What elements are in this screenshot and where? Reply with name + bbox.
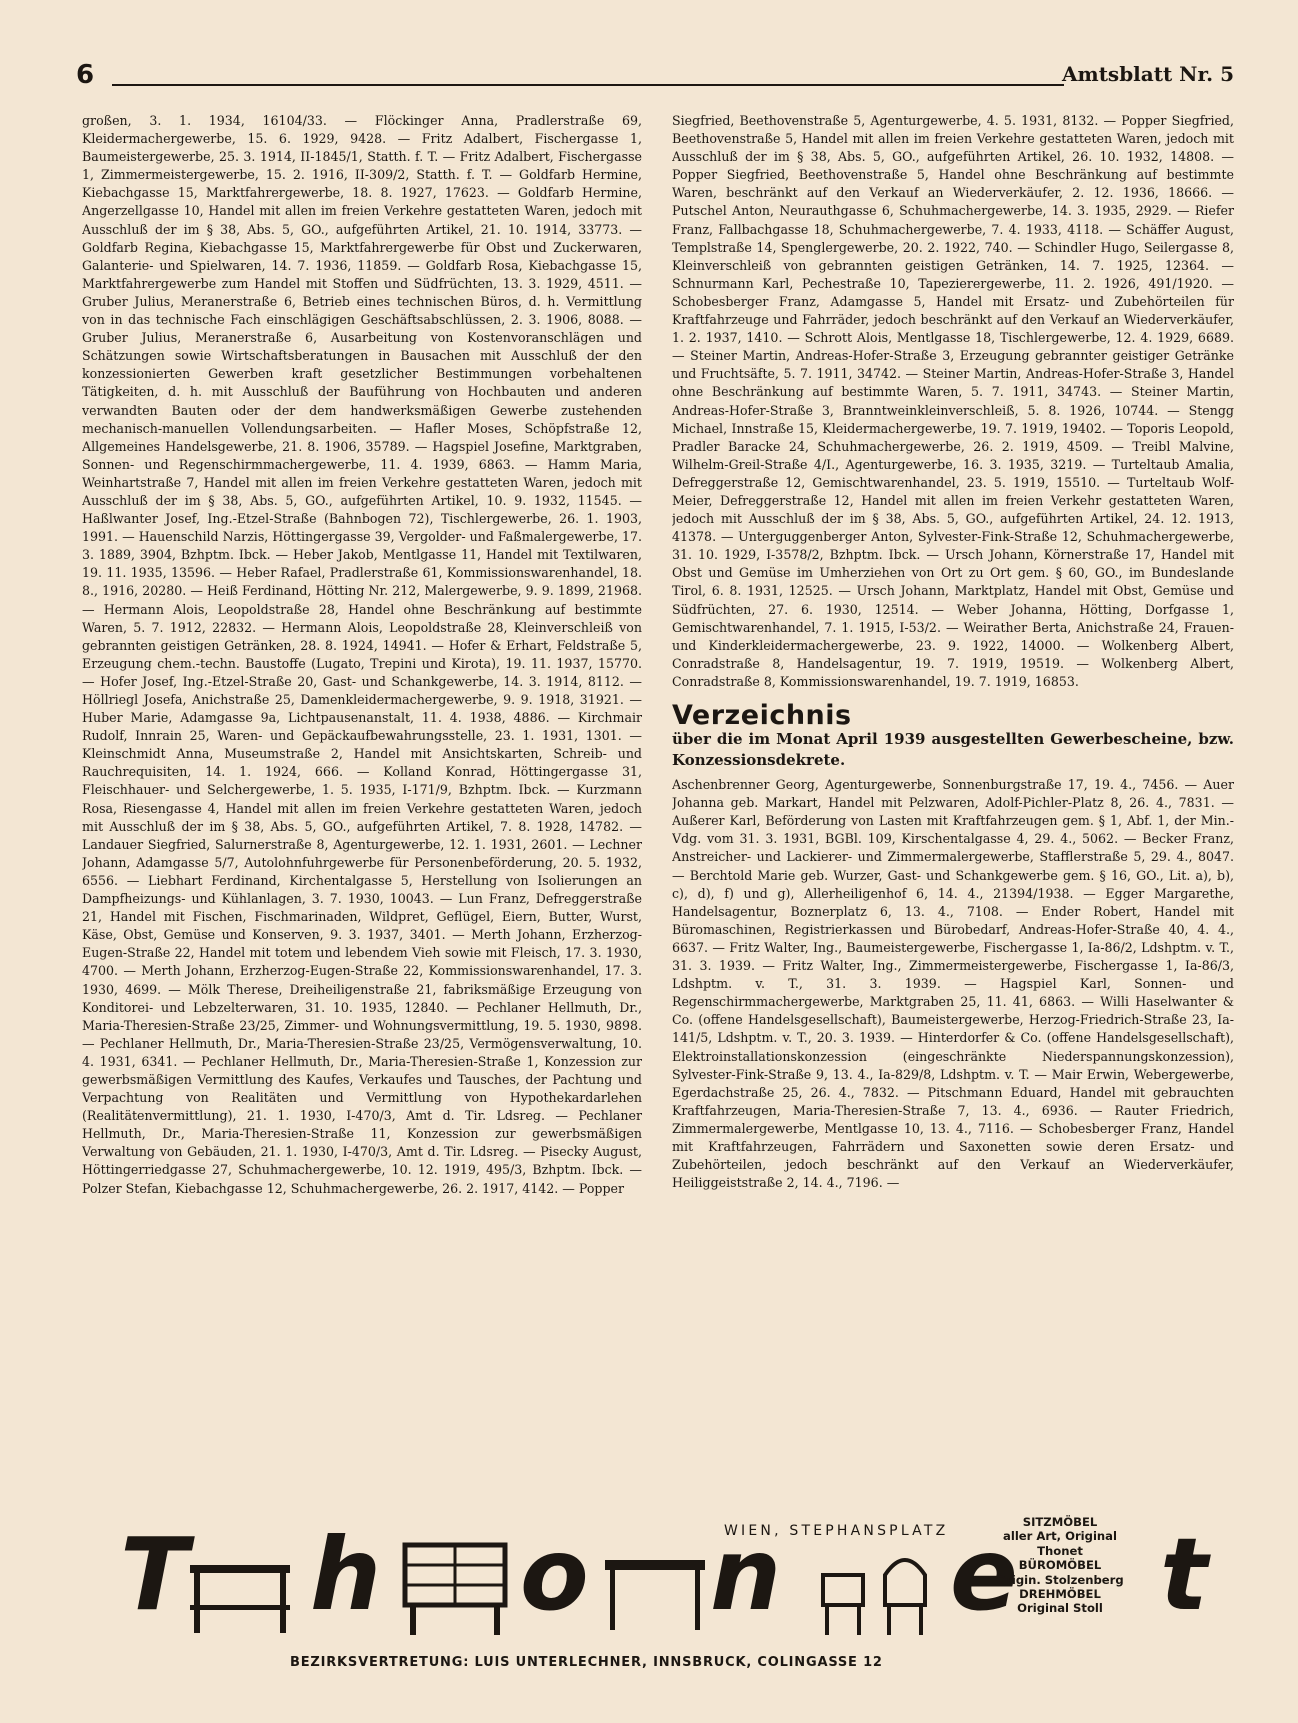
section-title: Verzeichnis bbox=[672, 700, 852, 731]
page-header bbox=[76, 60, 1234, 100]
ad-letter-4: n bbox=[710, 1516, 782, 1633]
left-column bbox=[82, 112, 642, 1512]
header-rule bbox=[112, 84, 1064, 86]
section-body: Aschenbrenner Georg, Agenturgewerbe, Sonnenburgstraße 17, 19. 4., 7456. — Auer Johanna geb. Markart, Handel mit Pelzwaren, Adolf-Pichler-Platz 8, 26. 4., 7831. — Außerer Karl, Beförderung von Lasten mit Kraftfahrzeugen gem. § 1, Abf. 1, der Min.-Vdg. vom 31. 3. 1931, BGBl. 109, Kirschentalgasse 4, 29. 4., 5062. — Becker Franz, Anstreicher- und Lackierer- und Zimmermalergewerbe, Stafflerstraße 5, 29. 4., 8047. — Berchtold Marie geb. Wurzer, Gast- und Schankgewerbe gem. § 16, GO., Lit. a), b), c), d), f) und g), Allerheiligenhof 6, 14. 4., 21394/1938. — Egger Margarethe, Handelsagentur, Boznerplatz 6, 13. 4., 7108. — Ender Robert, Handel mit Büromaschinen, Registrierkassen und Bürobedarf, Andreas-Hofer-Straße 40, 4. 4., 6637. — Fritz Walter, Ing., Baumeistergewerbe, Fischergasse 1, Ia-86/2, Ldshptm. v. T., 31. 3. 1939. — Fritz Walter, Ing., Zimmermeistergewerbe, Fischergasse 1, Ia-86/3, Ldshptm. v. T., 31. 3. 1939. — Hagspiel Karl, Sonnen- und Regenschirmmachergewerbe, Marktgraben 25, 11. 41, 6863. — Willi Haselwanter & Co. (offene Handelsgesellschaft), Baumeistergewerbe, Herzog-Friedrich-Straße 23, Ia-141/5, Ldshptm. v. T., 20. 3. 1939. — Hinterdorfer & Co. (offene Handelsgesellschaft), Elektroinstallationskonzession (eingeschränkte Niederspannungskonzession), Sylvester-Fink-Straße 9, 13. 4., Ia-829/8, Ldshptm. v. T. — Mair Erwin, Webergewerbe, Egerdachstraße 25, 26. 4., 7832. — Pitschmann Eduard, Handel mit gebrauchten Kraftfahrzeugen, Maria-Theresien-Straße 7, 13. 4., 6936. — Rauter Friedrich, Zimmermalergewerbe, Mentlgasse 10, 13. 4., 7116. — Schobesberger Franz, Handel mit Kraftfahrzeugen, Fahrrädern und Saxonetten sowie deren Ersatz- und Zubehörteilen, jedoch beschränkt auf den Verkauf an Wiederverkäufer, Heiliggeiststraße 2, 14. 4., 7196. — bbox=[672, 777, 1234, 1191]
desk-illustration bbox=[400, 1535, 510, 1645]
table-illustration bbox=[600, 1540, 710, 1640]
left-column-text: großen, 3. 1. 1934, 16104/33. — Flöckinger Anna, Pradlerstraße 69, Kleidermachergewerbe, 15. 6. 1929, 9428. — Fritz Adalbert, Fischergasse 1, Baumeistergewerbe, 25. 3. 1914, II-1845/1, Statth. f. T. — Fritz Adalbert, Fischergasse 1, Zimmermeistergewerbe, 15. 2. 1916, II-309/2, Statth. f. T. — Goldfarb Hermine, Kiebachgasse 15, Marktfahrergewerbe, 18. 8. 1927, 17623. — Goldfarb Hermine, Angerzellgasse 10, Handel mit allen im freien Verkehre gestatteten Waren, jedoch mit Ausschluß der im § 38, Abs. 5, GO., aufgeführten Artikel, 21. 10. 1914, 33773. — Goldfarb Regina, Kiebachgasse 15, Marktfahrergewerbe für Obst und Zuckerwaren, Galanterie- und Spielwaren, 14. 7. 1936, 11859. — Goldfarb Rosa, Kiebachgasse 15, Marktfahrergewerbe zum Handel mit Stoffen und Südfrüchten, 13. 3. 1929, 4511. — Gruber Julius, Meranerstraße 6, Betrieb eines technischen Büros, d. h. Vermittlung von in das technische Fach einschlägigen Geschäftsabschlüssen, 2. 3. 1906, 8088. — Gruber Julius, Meranerstraße 6, Ausarbeitung von Kostenvoranschlägen und Schätzungen sowie Wirtschaftsberatungen in Bausachen mit Ausschluß der den konzessionierten Gewerben kraft gesetzlicher Bestimmungen vorbehaltenen Tätigkeiten, d. h. mit Ausschluß der Bauführung von Hochbauten und anderen verwandten Bauten oder der dem handwerksmäßigen Gewerbe zustehenden mechanisch-manuellen Vollendungsarbeiten. — Hafler Moses, Schöpfstraße 12, Allgemeines Handelsgewerbe, 21. 8. 1906, 35789. — Hagspiel Josefine, Marktgraben, Sonnen- und Regenschirmmachergewerbe, 11. 4. 1939, 6863. — Hamm Maria, Weinhartstraße 7, Handel mit allen im freien Verkehre gestatteten Waren, jedoch mit Ausschluß der im § 38, Abs. 5, GO., aufgeführten Artikel, 10. 9. 1932, 11545. — Haßlwanter Josef, Ing.-Etzel-Straße (Bahnbogen 72), Tischlergewerbe, 26. 1. 1903, 1991. — Hauenschild Narzis, Höttingergasse 39, Vergolder- und Faßmalergewerbe, 17. 3. 1889, 3904, Bzhptm. Ibck. — Heber Jakob, Mentlgasse 11, Handel mit Textilwaren, 19. 11. 1935, 13596. — Heber Rafael, Pradlerstraße 61, Kommissionswarenhandel, 18. 8., 1916, 20280. — Heiß Ferdinand, Hötting Nr. 212, Malergewerbe, 9. 9. 1899, 21968. — Hermann Alois, Leopoldstraße 28, Handel ohne Beschränkung auf bestimmte Waren, 5. 7. 1912, 22832. — Hermann Alois, Leopoldstraße 28, Kleinverschleiß von gebrannten geistigen Getränken, 28. 8. 1924, 14941. — Hofer & Erhart, Feldstraße 5, Erzeugung chem.-techn. Baustoffe (Lugato, Trepini und Kirota), 19. 11. 1937, 15770. — Hofer Josef, Ing.-Etzel-Straße 20, Gast- und Schankgewerbe, 14. 3. 1914, 8112. — Höllriegl Josefa, Anichstraße 25, Damenkleidermachergewerbe, 9. 9. 1918, 31921. — Huber Marie, Adamgasse 9a, Lichtpausenanstalt, 11. 4. 1938, 4886. — Kirchmair Rudolf, Innrain 25, Waren- und Gepäckaufbewahrungsstelle, 23. 1. 1931, 1301. — Kleinschmidt Anna, Museumstraße 2, Handel mit Ansichtskarten, Schreib- und Rauchrequisiten, 14. 1. 1924, 666. — Kolland Konrad, Höttingergasse 31, Fleischhauer- und Selchergewerbe, 1. 5. 1935, I-171/9, Bzhptm. Ibck. — Kurzmann Rosa, Riesengasse 4, Handel mit allen im freien Verkehre gestatteten Waren, jedoch mit Ausschluß der im § 38, Abs. 5, GO., aufgeführten Artikel, 7. 8. 1928, 14782. — Landauer Siegfried, Salurnerstraße 8, Agenturgewerbe, 12. 1. 1931, 2601. — Lechner Johann, Adamgasse 5/7, Autolohnfuhrgewerbe für Personenbeförderung, 20. 5. 1932, 6556. — Liebhart Ferdinand, Kirchentalgasse 5, Herstellung von Isolierungen an Dampfheizungs- und Kühlanlagen, 3. 7. 1930, 10043. — Lun Franz, Defreggerstraße 21, Handel mit Fischen, Fischmarinaden, Wildpret, Geflügel, Eiern, Butter, Wurst, Käse, Obst, Gemüse und Konserven, 9. 3. 1937, 3401. — Merth Johann, Erzherzog-Eugen-Straße 22, Handel mit totem und lebendem Vieh sowie mit Fleisch, 17. 3. 1930, 4700. — Merth Johann, Erzherzog-Eugen-Straße 22, Kommissionswarenhandel, 17. 3. 1930, 4699. — Mölk Therese, Dreiheiligenstraße 21, fabriksmäßige Erzeugung von Konditorei- und Lebzelterwaren, 31. 10. 1935, 12840. — Pechlaner Hellmuth, Dr., Maria-Theresien-Straße 23/25, Zimmer- und Wohnungsvermittlung, 19. 5. 1930, 9898. — Pechlaner Hellmuth, Dr., Maria-Theresien-Straße 23/25, Vermögensverwaltung, 10. 4. 1931, 6341. — Pechlaner Hellmuth, Dr., Maria-Theresien-Straße 1, Konzession zur gewerbsmäßigen Vermittlung des Kaufes, Verkaufes und Tausches, der Pachtung und Verpachtung von Realitäten und Vermittlung von Hypothekardarlehen (Realitätenvermittlung), 21. 1. 1930, I-470/3, Amt d. Tir. Ldsreg. — Pechlaner Hellmuth, Dr., Maria-Theresien-Straße 11, Konzession zur gewerbsmäßigen Verwaltung von Gebäuden, 21. 1. 1930, I-470/3, Amt d. Tir. Ldsreg. — Pisecky August, Höttingerriedgasse 27, Schuhmachergewerbe, 10. 12. 1919, 495/3, Bzhptm. Ibck. — Polzer Stefan, Kiebachgasse 12, Schuhmachergewerbe, 26. 2. 1917, 4142. — Popper bbox=[82, 113, 642, 1196]
right-column-top-text: Siegfried, Beethovenstraße 5, Agenturgewerbe, 4. 5. 1931, 8132. — Popper Siegfried, Beethovenstraße 5, Handel mit allen im freien Verkehre gestatteten Waren, jedoch mit Ausschluß der im § 38, Abs. 5, GO., aufgeführten Artikel, 26. 10. 1932, 14808. — Popper Siegfried, Beethovenstraße 5, Handel ohne Beschränkung auf bestimmte Waren, beschränkt auf den Verkauf an Wiederverkäufer, 2. 12. 1936, 18666. — Putschel Anton, Neurauthgasse 6, Schuhmachergewerbe, 14. 3. 1935, 2929. — Riefer Franz, Fallbachgasse 18, Schuhmachergewerbe, 7. 4. 1933, 4118. — Schäffer August, Templstraße 14, Spenglergewerbe, 20. 2. 1922, 740. — Schindler Hugo, Seilergasse 8, Kleinverschleiß von gebrannten geistigen Getränken, 14. 7. 1925, 12364. — Schnurmann Karl, Pechestraße 10, Tapezierergewerbe, 11. 2. 1926, 491/1920. — Schobesberger Franz, Adamgasse 5, Handel mit Ersatz- und Zubehörteilen für Kraftfahrzeuge und Fahrräder, jedoch beschränkt auf den Verkauf an Wiederverkäufer, 1. 2. 1937, 1410. — Schrott Alois, Mentlgasse 18, Tischlergewerbe, 12. 4. 1929, 6689. — Steiner Martin, Andreas-Hofer-Straße 3, Erzeugung gebrannter geistiger Getränke und Fruchtsäfte, 5. 7. 1911, 34742. — Steiner Martin, Andreas-Hofer-Straße 3, Handel ohne Beschränkung auf bestimmte Waren, 5. 7. 1911, 34743. — Steiner Martin, Andreas-Hofer-Straße 3, Branntweinkleinverschleiß, 5. 8. 1926, 10744. — Stengg Michael, Innstraße 15, Kleidermachergewerbe, 19. 7. 1919, 19402. — Toporis Leopold, Pradler Baracke 24, Schuhmachergewerbe, 26. 2. 1919, 4509. — Treibl Malvine, Wilhelm-Greil-Straße 4/I., Agenturgewerbe, 16. 3. 1935, 3219. — Turteltaub Amalia, Defreggerstraße 12, Gemischtwarenhandel, 23. 5. 1919, 15510. — Turteltaub Wolf-Meier, Defreggerstraße 12, Handel mit allen im freien Verkehr gestatteten Waren, jedoch mit Ausschluß der im § 38, Abs. 5, GO., aufgeführten Artikel, 24. 12. 1913, 41378. — Unterguggenberger Anton, Sylvester-Fink-Straße 12, Schuhmachergewerbe, 31. 10. 1929, I-3578/2, Bzhptm. Ibck. — Ursch Johann, Körnerstraße 17, Handel mit Obst und Gemüse im Umherziehen von Ort zu Ort gem. § 60, GO., im Bundeslande Tirol, 6. 8. 1931, 12525. — Ursch Johann, Marktplatz, Handel mit Obst, Gemüse und Südfrüchten, 27. 6. 1930, 12514. — Weber Johanna, Hötting, Dorfgasse 1, Gemischtwarenhandel, 7. 1. 1915, I-53/2. — Weirather Berta, Anichstraße 24, Frauen- und Kinderkleidermachergewerbe, 23. 9. 1922, 14000. — Wolkenberg Albert, Conradstraße 8, Handelsagentur, 19. 7. 1919, 19519. — Wolkenberg Albert, Conradstraße 8, Kommissionswarenhandel, 19. 7. 1919, 16853. bbox=[672, 113, 1234, 689]
ad-product-line: SITZMÖBEL bbox=[1022, 1515, 1098, 1529]
ad-letter-2: h bbox=[310, 1516, 382, 1633]
ad-product-line: Original Stoll bbox=[1017, 1601, 1103, 1616]
page-number: 6 bbox=[76, 60, 95, 90]
chairs-illustration bbox=[815, 1545, 945, 1645]
right-column bbox=[672, 112, 1234, 1512]
ad-letter-1: T bbox=[120, 1516, 189, 1633]
ad-product-line: Thonet bbox=[1037, 1543, 1083, 1558]
section-subtitle: über die im Monat April 1939 ausgestellten Gewerbescheine, bzw. Konzessionsdekrete. bbox=[672, 730, 1234, 770]
ad-address-bottom: BEZIRKSVERTRETUNG: LUIS UNTERLECHNER, INNSBRUCK, COLINGASSE 12 bbox=[290, 1655, 883, 1670]
ad-letter-3: o bbox=[520, 1516, 589, 1633]
issue-title: Amtsblatt Nr. 5 bbox=[1062, 62, 1234, 86]
ad-letter-6: t bbox=[1160, 1516, 1208, 1633]
bench-illustration bbox=[180, 1545, 300, 1645]
ad-letter-5: e bbox=[950, 1516, 1018, 1633]
ad-product-line: aller Art, Original bbox=[1003, 1529, 1117, 1544]
ad-product-list bbox=[990, 1515, 1130, 1616]
ad-product-line: DREHMÖBEL bbox=[1019, 1587, 1101, 1602]
ad-address-top: WIEN, STEPHANSPLATZ bbox=[724, 1523, 949, 1539]
thonet-advertisement bbox=[120, 1515, 1230, 1695]
ad-product-line: BÜROMÖBEL bbox=[1018, 1558, 1102, 1573]
ad-product-line: Origin. Stolzenberg bbox=[996, 1572, 1124, 1587]
